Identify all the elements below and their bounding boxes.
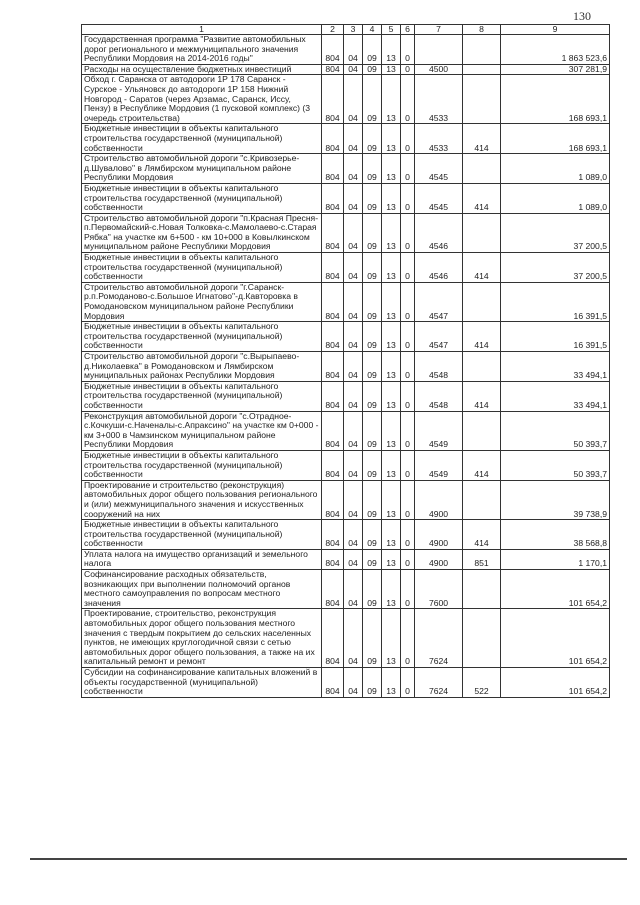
table-row [82,154,610,184]
row-name-cell: Строительство автомобильной дороги "с.Кривозерье-д.Шувалово" в Лямбирском муниципальном районе Республики Мордовия [82,154,322,184]
row-code-cell: 09 [363,35,382,65]
row-code-cell [463,213,501,252]
row-code-cell: 04 [344,183,363,213]
row-code-cell [463,154,501,184]
row-code-cell: 04 [344,213,363,252]
header-cell: 1 [82,25,322,35]
row-code-cell: 13 [382,520,401,550]
row-code-cell: 13 [382,352,401,382]
row-sum-cell: 38 568,8 [501,520,610,550]
header-cell: 6 [401,25,415,35]
row-code-cell: 804 [322,322,344,352]
table-row [82,381,610,411]
row-code-cell: 13 [382,183,401,213]
row-code-cell: 804 [322,75,344,124]
row-name-cell: Бюджетные инвестиции в объекты капитального строительства государственной (муниципальной) собственности [82,253,322,283]
header-cell: 3 [344,25,363,35]
row-name-cell: Бюджетные инвестиции в объекты капитального строительства государственной (муниципальной) собственности [82,124,322,154]
row-code-cell: 522 [463,668,501,698]
row-name-cell: Бюджетные инвестиции в объекты капитального строительства государственной (муниципальной) собственности [82,450,322,480]
row-code-cell: 804 [322,124,344,154]
row-code-cell: 04 [344,411,363,450]
row-code-cell: 09 [363,411,382,450]
row-sum-cell: 50 393,7 [501,450,610,480]
row-code-cell: 0 [401,381,415,411]
row-name-cell: Государственная программа "Развитие автомобильных дорог регионального и межмуниципального значения Республики Мордовия на 2014-2016 годы" [82,35,322,65]
row-code-cell: 09 [363,668,382,698]
row-sum-cell: 168 693,1 [501,75,610,124]
row-sum-cell: 16 391,5 [501,282,610,321]
table-row [82,668,610,698]
row-code-cell: 4548 [415,352,463,382]
row-code-cell [463,570,501,609]
row-code-cell: 0 [401,35,415,65]
row-code-cell: 4533 [415,124,463,154]
row-sum-cell: 16 391,5 [501,322,610,352]
table-row [82,183,610,213]
row-code-cell: 7624 [415,609,463,668]
table-row [82,480,610,519]
row-code-cell: 09 [363,282,382,321]
row-code-cell: 09 [363,609,382,668]
row-sum-cell: 37 200,5 [501,213,610,252]
row-name-cell: Бюджетные инвестиции в объекты капитального строительства государственной (муниципальной) собственности [82,381,322,411]
row-name-cell: Обход г. Саранска от автодороги 1Р 178 Саранск - Сурское - Ульяновск до автодороги 1Р 158 Нижний Новгород - Саратов (через Арзамас, Саранск, Иссу, Пензу) в Республике Мордовия (1 пусковой комплекс) (3 очередь строительства) [82,75,322,124]
row-code-cell: 804 [322,64,344,75]
row-code-cell: 804 [322,480,344,519]
table-row [82,282,610,321]
row-code-cell: 804 [322,381,344,411]
row-code-cell: 414 [463,520,501,550]
row-code-cell: 804 [322,154,344,184]
row-code-cell: 04 [344,253,363,283]
row-code-cell: 09 [363,154,382,184]
row-code-cell: 804 [322,549,344,569]
table-row [82,570,610,609]
row-code-cell: 13 [382,381,401,411]
table-row [82,322,610,352]
row-code-cell: 804 [322,668,344,698]
row-code-cell [463,64,501,75]
row-code-cell: 13 [382,253,401,283]
row-code-cell: 0 [401,520,415,550]
row-code-cell: 13 [382,75,401,124]
budget-table [81,24,610,698]
row-code-cell: 4546 [415,253,463,283]
row-code-cell [463,35,501,65]
row-sum-cell: 39 738,9 [501,480,610,519]
header-cell: 7 [415,25,463,35]
row-code-cell: 0 [401,75,415,124]
row-code-cell: 13 [382,154,401,184]
row-code-cell: 0 [401,322,415,352]
row-code-cell: 04 [344,352,363,382]
row-code-cell: 04 [344,450,363,480]
row-code-cell: 04 [344,381,363,411]
table-row [82,549,610,569]
row-code-cell: 414 [463,183,501,213]
row-sum-cell: 37 200,5 [501,253,610,283]
row-code-cell: 04 [344,35,363,65]
row-code-cell: 4547 [415,282,463,321]
row-name-cell: Расходы на осуществление бюджетных инвестиций [82,64,322,75]
row-code-cell: 09 [363,75,382,124]
row-code-cell: 13 [382,124,401,154]
row-code-cell [463,282,501,321]
row-code-cell: 13 [382,282,401,321]
row-code-cell: 0 [401,352,415,382]
row-code-cell: 0 [401,282,415,321]
row-code-cell: 804 [322,450,344,480]
row-code-cell: 09 [363,570,382,609]
row-code-cell: 0 [401,609,415,668]
row-code-cell: 4900 [415,520,463,550]
row-code-cell: 414 [463,124,501,154]
row-code-cell: 0 [401,154,415,184]
row-sum-cell: 1 863 523,6 [501,35,610,65]
row-code-cell: 13 [382,411,401,450]
row-name-cell: Уплата налога на имущество организаций и земельного налога [82,549,322,569]
row-code-cell [415,35,463,65]
row-code-cell: 13 [382,570,401,609]
row-code-cell: 13 [382,64,401,75]
row-code-cell: 4900 [415,480,463,519]
row-code-cell: 04 [344,282,363,321]
row-code-cell: 0 [401,183,415,213]
row-code-cell: 0 [401,253,415,283]
header-cell: 8 [463,25,501,35]
row-code-cell: 09 [363,450,382,480]
row-code-cell: 414 [463,322,501,352]
row-code-cell: 414 [463,253,501,283]
row-code-cell: 4549 [415,450,463,480]
row-code-cell: 13 [382,609,401,668]
row-code-cell: 7600 [415,570,463,609]
row-code-cell: 04 [344,549,363,569]
row-name-cell: Проектирование, строительство, реконструкция автомобильных дорог общего пользования местного значения с твердым покрытием до сельских населенных пунктов, не имеющих круглогодичной связи с сетью автомобильных дорог общего пользования, а также на их капитальный ремонт и ремонт [82,609,322,668]
row-sum-cell: 50 393,7 [501,411,610,450]
row-code-cell: 09 [363,64,382,75]
row-name-cell: Бюджетные инвестиции в объекты капитального строительства государственной (муниципальной) собственности [82,520,322,550]
row-code-cell: 804 [322,253,344,283]
row-code-cell: 414 [463,450,501,480]
row-name-cell: Субсидии на софинансирование капитальных вложений в объекты государственной (муниципальной) собственности [82,668,322,698]
row-code-cell: 4547 [415,322,463,352]
row-code-cell [463,75,501,124]
row-code-cell [463,411,501,450]
row-code-cell: 0 [401,124,415,154]
row-code-cell: 0 [401,450,415,480]
row-code-cell: 4500 [415,64,463,75]
row-name-cell: Проектирование и строительство (реконструкция) автомобильных дорог общего пользования регионального и (или) межмуниципального значения и искусственных сооружений на них [82,480,322,519]
row-code-cell: 804 [322,213,344,252]
row-sum-cell: 1 089,0 [501,183,610,213]
row-code-cell: 04 [344,520,363,550]
header-cell: 2 [322,25,344,35]
row-code-cell: 04 [344,64,363,75]
row-code-cell: 804 [322,282,344,321]
row-code-cell: 13 [382,322,401,352]
row-code-cell: 09 [363,253,382,283]
row-name-cell: Софинансирование расходных обязательств, возникающих при выполнении полномочий органов местного самоуправления по вопросам местного значения [82,570,322,609]
row-code-cell [463,352,501,382]
row-name-cell: Строительство автомобильной дороги "г.Саранск-р.п.Ромоданово-с.Большое Игнатово"-д.Кавторовка в Ромодановском муниципальном районе Республики Мордовия [82,282,322,321]
row-code-cell: 04 [344,480,363,519]
row-code-cell: 09 [363,124,382,154]
row-code-cell: 4533 [415,75,463,124]
row-name-cell: Реконструкция автомобильной дороги "с.Отрадное-с.Кочкуши-с.Наченалы-с.Апраксино" на участке км 0+000 - км 3+000 в Чамзинском муниципальном районе Республики Мордовия [82,411,322,450]
row-code-cell: 804 [322,609,344,668]
row-name-cell: Бюджетные инвестиции в объекты капитального строительства государственной (муниципальной) собственности [82,322,322,352]
table-row [82,35,610,65]
row-code-cell: 09 [363,183,382,213]
row-name-cell: Строительство автомобильной дороги "с.Вырыпаево-д.Николаевка" в Ромодановском и Лямбирском муниципальных районах Республики Мордовия [82,352,322,382]
row-sum-cell: 33 494,1 [501,352,610,382]
row-sum-cell: 1 089,0 [501,154,610,184]
row-code-cell: 09 [363,213,382,252]
row-sum-cell: 168 693,1 [501,124,610,154]
row-sum-cell: 1 170,1 [501,549,610,569]
row-code-cell: 13 [382,480,401,519]
header-cell: 9 [501,25,610,35]
table-row [82,64,610,75]
row-name-cell: Бюджетные инвестиции в объекты капитального строительства государственной (муниципальной) собственности [82,183,322,213]
row-code-cell: 804 [322,570,344,609]
row-sum-cell: 101 654,2 [501,668,610,698]
row-code-cell: 0 [401,549,415,569]
row-code-cell: 0 [401,411,415,450]
row-code-cell: 13 [382,35,401,65]
header-cell: 4 [363,25,382,35]
row-code-cell: 414 [463,381,501,411]
row-code-cell: 13 [382,450,401,480]
row-code-cell: 804 [322,520,344,550]
row-sum-cell: 33 494,1 [501,381,610,411]
table-body [82,35,610,698]
table-row [82,352,610,382]
row-code-cell: 7624 [415,668,463,698]
table-row [82,411,610,450]
row-code-cell: 13 [382,668,401,698]
table-row [82,520,610,550]
row-code-cell: 804 [322,35,344,65]
row-code-cell: 04 [344,154,363,184]
row-code-cell: 04 [344,570,363,609]
row-code-cell [463,609,501,668]
bottom-divider [30,858,627,860]
row-code-cell: 804 [322,183,344,213]
row-code-cell: 4900 [415,549,463,569]
table-row [82,213,610,252]
row-code-cell: 13 [382,549,401,569]
table-row [82,75,610,124]
page-number: 130 [573,9,591,23]
table-row [82,253,610,283]
row-code-cell: 804 [322,352,344,382]
row-code-cell: 09 [363,381,382,411]
row-code-cell: 4545 [415,183,463,213]
row-code-cell: 0 [401,570,415,609]
row-code-cell: 04 [344,322,363,352]
row-code-cell: 04 [344,609,363,668]
row-code-cell [463,480,501,519]
table-row [82,450,610,480]
row-sum-cell: 101 654,2 [501,570,610,609]
row-code-cell: 09 [363,352,382,382]
row-code-cell: 04 [344,124,363,154]
table-row [82,124,610,154]
row-code-cell: 4548 [415,381,463,411]
row-code-cell: 4545 [415,154,463,184]
row-code-cell: 09 [363,520,382,550]
row-code-cell: 4546 [415,213,463,252]
row-code-cell: 09 [363,480,382,519]
row-code-cell: 09 [363,322,382,352]
row-code-cell: 04 [344,668,363,698]
header-row [82,25,610,35]
row-sum-cell: 101 654,2 [501,609,610,668]
row-name-cell: Строительство автомобильной дороги "п.Красная Пресня-п.Первомайский-с.Новая Толковка-с.Мамолаево-с.Старая Рябка" на участке км 6+500 - км 10+000 в Ковылкинском муниципальном районе Республики Мордовия [82,213,322,252]
row-code-cell: 13 [382,213,401,252]
row-code-cell: 04 [344,75,363,124]
header-cell: 5 [382,25,401,35]
row-code-cell: 0 [401,668,415,698]
table-row [82,609,610,668]
row-code-cell: 851 [463,549,501,569]
row-sum-cell: 307 281,9 [501,64,610,75]
row-code-cell: 0 [401,64,415,75]
row-code-cell: 804 [322,411,344,450]
row-code-cell: 0 [401,213,415,252]
row-code-cell: 0 [401,480,415,519]
row-code-cell: 4549 [415,411,463,450]
row-code-cell: 09 [363,549,382,569]
